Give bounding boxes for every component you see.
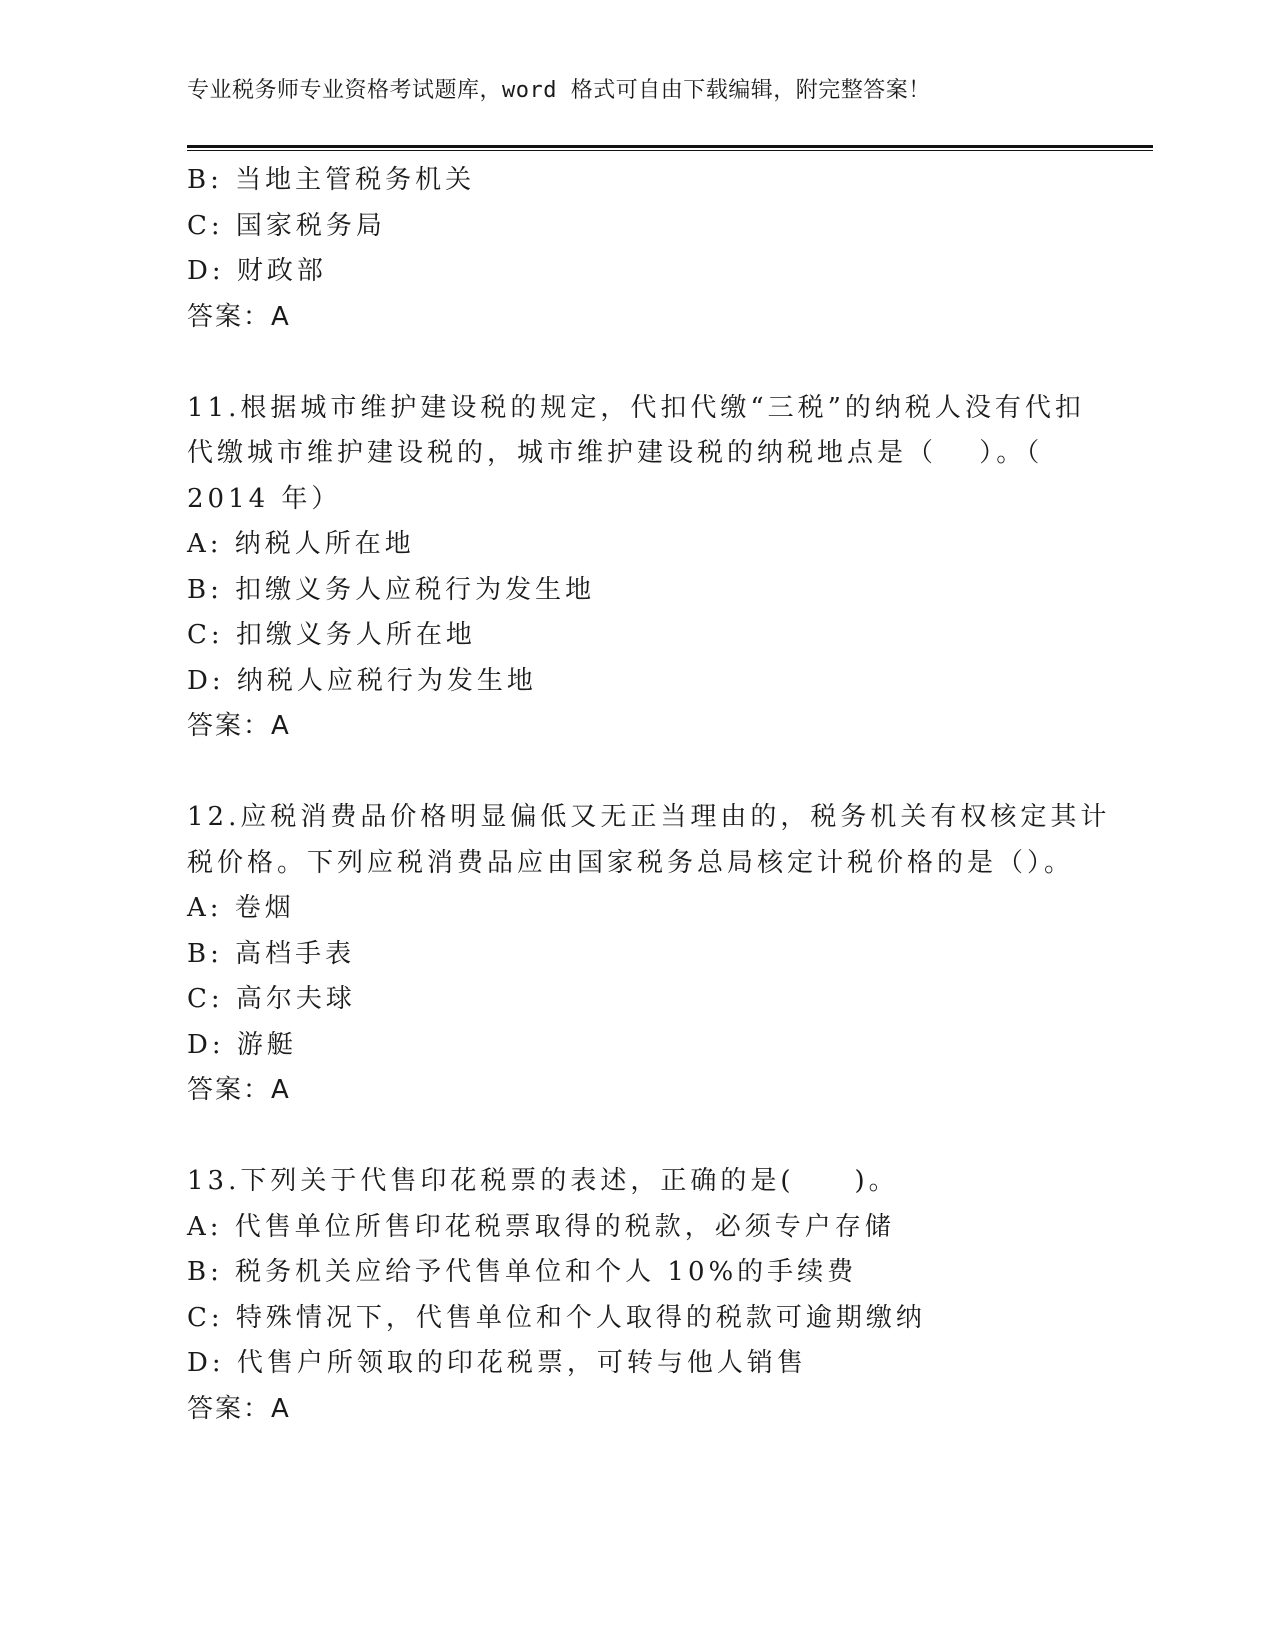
spacer bbox=[187, 340, 1087, 386]
spacer bbox=[187, 750, 1087, 796]
question-stem-line: 代缴城市维护建设税的，城市维护建设税的纳税地点是（ ）。（ bbox=[187, 438, 1044, 468]
header-divider-thick bbox=[187, 145, 1153, 148]
option-line: B: 扣缴义务人应税行为发生地 bbox=[187, 574, 596, 605]
answer-line: 答案：A bbox=[187, 301, 291, 332]
question-11 bbox=[187, 386, 1087, 750]
option-line: A: 卷烟 bbox=[187, 893, 295, 923]
option-line: B: 高档手表 bbox=[187, 938, 356, 969]
header-divider-thin bbox=[187, 150, 1153, 151]
option-line: C: 国家税务局 bbox=[187, 210, 386, 241]
option-line: C: 特殊情况下，代售单位和个人取得的税款可逾期缴纳 bbox=[187, 1302, 926, 1333]
spacer bbox=[187, 1114, 1087, 1160]
question-stem-line: 2014 年） bbox=[187, 483, 342, 514]
option-line: B: 当地主管税务机关 bbox=[187, 165, 476, 195]
answer-line: 答案：A bbox=[187, 1393, 291, 1424]
option-line: D: 纳税人应税行为发生地 bbox=[187, 665, 537, 696]
option-line: B: 税务机关应给予代售单位和个人 10%的手续费 bbox=[187, 1257, 858, 1287]
question-12 bbox=[187, 795, 1111, 1114]
question-stem-line: 13.下列关于代售印花税票的表述，正确的是( )。 bbox=[187, 1166, 899, 1196]
question-stem-line: 11.根据城市维护建设税的规定，代扣代缴“三税”的纳税人没有代扣 bbox=[187, 392, 1085, 423]
question-stem-line: 12.应税消费品价格明显偏低又无正当理由的，税务机关有权核定其计 bbox=[187, 802, 1111, 832]
answer-line: 答案：A bbox=[187, 711, 291, 741]
option-line: D: 游艇 bbox=[187, 1029, 297, 1060]
option-line: D: 财政部 bbox=[187, 256, 327, 286]
answer-line: 答案：A bbox=[187, 1075, 291, 1105]
option-line: C: 扣缴义务人所在地 bbox=[187, 620, 476, 650]
option-line: A: 纳税人所在地 bbox=[187, 529, 415, 559]
question-13 bbox=[187, 1159, 1087, 1432]
page-header: 专业税务师专业资格考试题库，word 格式可自由下载编辑，附完整答案！ bbox=[187, 78, 931, 103]
header-divider bbox=[187, 145, 1153, 152]
option-line: A: 代售单位所售印花税票取得的税款，必须专户存储 bbox=[187, 1211, 895, 1242]
document-body bbox=[187, 158, 1111, 1432]
question-10-continued bbox=[187, 158, 1087, 340]
option-line: D: 代售户所领取的印花税票，可转与他人销售 bbox=[187, 1348, 807, 1378]
option-line: C: 高尔夫球 bbox=[187, 984, 356, 1014]
question-stem-line: 税价格。下列应税消费品应由国家税务总局核定计税价格的是（）。 bbox=[187, 847, 1075, 878]
